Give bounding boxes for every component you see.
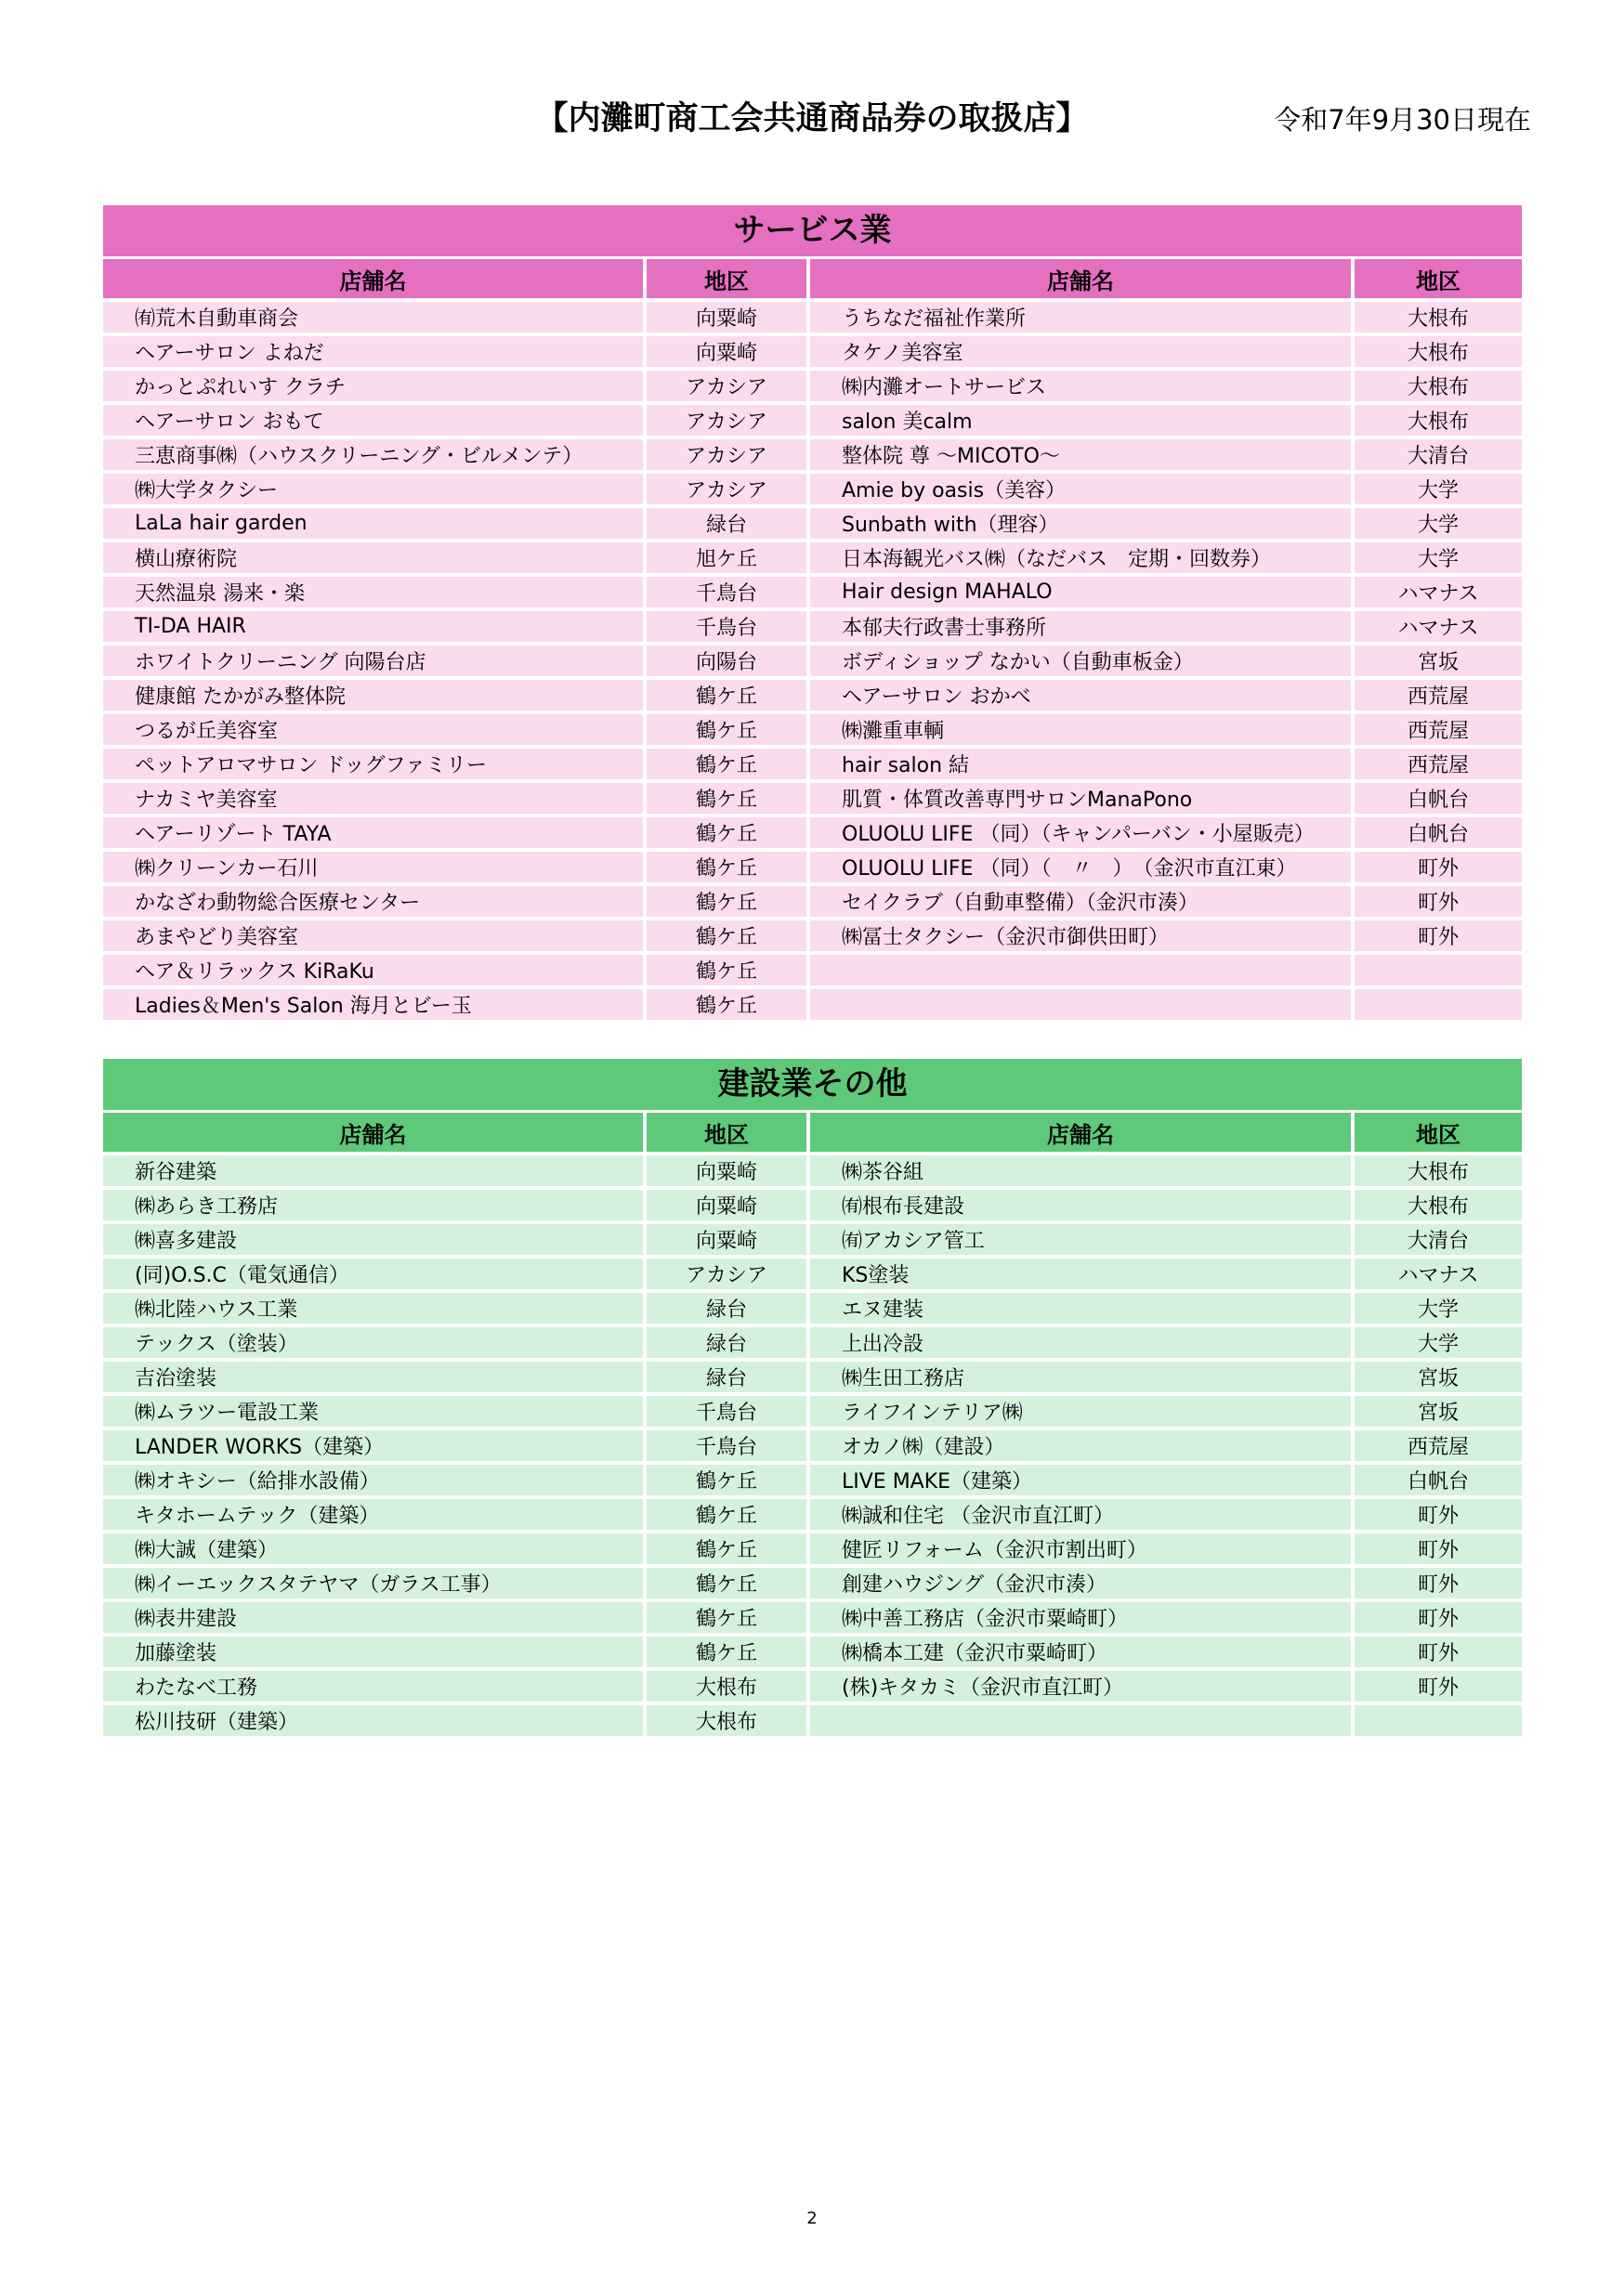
table-row [103,1190,1522,1220]
table-row [103,749,1522,779]
area-cell: 町外 [1355,1499,1522,1530]
area-cell: 町外 [1355,1602,1522,1633]
table-row [103,1327,1522,1358]
shop-name-cell: ㈱クリーンカー石川 [103,852,647,882]
table-row [103,886,1522,917]
shop-name-cell: 三恵商事㈱（ハウスクリーニング・ビルメンテ） [103,439,647,470]
area-cell: 白帆台 [1355,1465,1522,1495]
table-row [103,439,1522,470]
area-cell: 鶴ケ丘 [647,680,810,711]
shop-name-cell: Ladies＆Men's Salon 海月とビー玉 [103,989,647,1020]
shop-name-cell [810,989,1355,1020]
shop-name-cell: ㈱あらき工務店 [103,1190,647,1220]
area-cell: 鶴ケ丘 [647,817,810,848]
area-cell: 鶴ケ丘 [647,955,810,985]
shop-name-cell: ㈱茶谷組 [810,1155,1355,1186]
shop-name-cell: ㈲アカシア管工 [810,1224,1355,1255]
table-row [103,1259,1522,1289]
area-cell: 旭ケ丘 [647,542,810,573]
table-row [103,1465,1522,1495]
table-header-row [103,259,1522,298]
shop-name-cell: ヘアーサロン よねだ [103,336,647,367]
shop-name-cell: LaLa hair garden [103,508,647,539]
shop-name-cell: (同)O.S.C（電気通信） [103,1259,647,1289]
area-cell: 鶴ケ丘 [647,886,810,917]
shop-name-cell: ㈱冨士タクシー（金沢市御供田町） [810,920,1355,951]
table-row [103,852,1522,882]
construction-section [103,1059,1522,1740]
area-cell: 宮坂 [1355,646,1522,676]
area-cell: 大学 [1355,1327,1522,1358]
table-row [103,680,1522,711]
shop-name-cell: hair salon 結 [810,749,1355,779]
column-header-name: 店舗名 [810,259,1355,298]
area-cell: 向粟崎 [647,336,810,367]
area-cell: 町外 [1355,886,1522,917]
area-cell: 向粟崎 [647,1190,810,1220]
shop-name-cell: LANDER WORKS（建築） [103,1430,647,1461]
shop-name-cell: 天然温泉 湯来・楽 [103,577,647,607]
column-header-name: 店舗名 [810,1113,1355,1152]
shop-name-cell: うちなだ福祉作業所 [810,302,1355,333]
area-cell: 鶴ケ丘 [647,1533,810,1564]
area-cell: 大根布 [1355,371,1522,401]
area-cell: 西荒屋 [1355,1430,1522,1461]
table-row [103,1637,1522,1667]
shop-name-cell: 横山療術院 [103,542,647,573]
area-cell: 鶴ケ丘 [647,1465,810,1495]
table-row [103,1396,1522,1427]
shop-name-cell: KS塗装 [810,1259,1355,1289]
area-cell: 大清台 [1355,1224,1522,1255]
shop-name-cell: セイクラブ（自動車整備）（金沢市湊） [810,886,1355,917]
shop-name-cell: ㈱オキシー（給排水設備） [103,1465,647,1495]
column-header-name: 店舗名 [103,1113,647,1152]
shop-name-cell: ㈱橋本工建（金沢市粟崎町） [810,1637,1355,1667]
shop-name-cell: 日本海観光バス㈱（なだバス 定期・回数券） [810,542,1355,573]
area-cell: 大根布 [1355,405,1522,436]
shop-name-cell: ㈱灘重車輌 [810,714,1355,745]
shop-name-cell: ヘアーサロン おもて [103,405,647,436]
area-cell: 鶴ケ丘 [647,714,810,745]
shop-name-cell: (株)キタカミ（金沢市直江町） [810,1671,1355,1702]
area-cell: 大学 [1355,542,1522,573]
shop-name-cell: 本郁夫行政書士事務所 [810,611,1355,642]
table-row [103,1533,1522,1564]
table-row [103,474,1522,504]
area-cell: ハマナス [1355,577,1522,607]
shop-name-cell: 創建ハウジング（金沢市湊） [810,1568,1355,1598]
area-cell: ハマナス [1355,611,1522,642]
shop-name-cell: 加藤塗装 [103,1637,647,1667]
services-table-body [103,302,1522,1020]
shop-name-cell: 健匠リフォーム（金沢市割出町） [810,1533,1355,1564]
area-cell: アカシア [647,371,810,401]
table-row [103,989,1522,1020]
shop-name-cell: ㈱北陸ハウス工業 [103,1293,647,1324]
shop-name-cell: OLUOLU LIFE （同）（ 〃 ） （金沢市直江東） [810,852,1355,882]
shop-name-cell: ヘア＆リラックス KiRaKu [103,955,647,985]
area-cell: 大根布 [1355,1155,1522,1186]
area-cell: 町外 [1355,1637,1522,1667]
area-cell: 白帆台 [1355,783,1522,814]
shop-name-cell: Sunbath with（理容） [810,508,1355,539]
shop-name-cell: かなざわ動物総合医療センター [103,886,647,917]
table-row [103,336,1522,367]
area-cell: 大根布 [647,1705,810,1736]
area-cell: 緑台 [647,508,810,539]
shop-name-cell: 肌質・体質改善専門サロンManaPono [810,783,1355,814]
area-cell: 向粟崎 [647,1224,810,1255]
shop-name-cell: ヘアーサロン おかべ [810,680,1355,711]
area-cell: 緑台 [647,1362,810,1392]
shop-name-cell: ㈱ムラツー電設工業 [103,1396,647,1427]
shop-name-cell: ㈱表井建設 [103,1602,647,1633]
area-cell: 鶴ケ丘 [647,1568,810,1598]
area-cell: 千鳥台 [647,1396,810,1427]
page-number: 2 [806,2209,818,2228]
area-cell [1355,989,1522,1020]
shop-name-cell: ㈱喜多建設 [103,1224,647,1255]
shop-name-cell: あまやどり美容室 [103,920,647,951]
area-cell: 大学 [1355,474,1522,504]
area-cell: 町外 [1355,1671,1522,1702]
table-row [103,817,1522,848]
area-cell: 鶴ケ丘 [647,920,810,951]
area-cell: 鶴ケ丘 [647,989,810,1020]
area-cell: 西荒屋 [1355,714,1522,745]
table-row [103,302,1522,333]
shop-name-cell: テックス（塗装） [103,1327,647,1358]
table-row [103,1224,1522,1255]
shop-name-cell: 松川技研（建築） [103,1705,647,1736]
area-cell: 大学 [1355,508,1522,539]
area-cell: 緑台 [647,1327,810,1358]
services-table [103,255,1522,1024]
shop-name-cell: オカノ㈱（建設） [810,1430,1355,1461]
table-row [103,1155,1522,1186]
area-cell: 千鳥台 [647,577,810,607]
shop-name-cell: ㈱大学タクシー [103,474,647,504]
area-cell: 鶴ケ丘 [647,1499,810,1530]
area-cell: 大根布 [1355,336,1522,367]
column-header-area: 地区 [1355,259,1522,298]
area-cell: ハマナス [1355,1259,1522,1289]
area-cell: 緑台 [647,1293,810,1324]
area-cell: 千鳥台 [647,611,810,642]
area-cell: 大根布 [1355,302,1522,333]
shop-name-cell: TI-DA HAIR [103,611,647,642]
table-row [103,1430,1522,1461]
area-cell: 向粟崎 [647,1155,810,1186]
column-header-area: 地区 [647,1113,810,1152]
shop-name-cell: タケノ美容室 [810,336,1355,367]
table-row [103,508,1522,539]
table-row [103,646,1522,676]
table-header-row [103,1113,1522,1152]
area-cell: 西荒屋 [1355,680,1522,711]
area-cell: アカシア [647,1259,810,1289]
shop-name-cell: Amie by oasis（美容） [810,474,1355,504]
table-row [103,577,1522,607]
shop-name-cell: ㈱大誠（建築） [103,1533,647,1564]
shop-name-cell [810,1705,1355,1736]
area-cell: 鶴ケ丘 [647,1637,810,1667]
area-cell: 鶴ケ丘 [647,852,810,882]
construction-table [103,1109,1522,1740]
shop-name-cell: OLUOLU LIFE （同）（キャンパーバン・小屋販売） [810,817,1355,848]
column-header-name: 店舗名 [103,259,647,298]
shop-name-cell: ㈱中善工務店（金沢市粟崎町） [810,1602,1355,1633]
area-cell: アカシア [647,474,810,504]
column-header-area: 地区 [1355,1113,1522,1152]
shop-name-cell: 吉治塗装 [103,1362,647,1392]
area-cell [1355,955,1522,985]
services-section [103,205,1522,1024]
shop-name-cell [810,955,1355,985]
area-cell: 向粟崎 [647,302,810,333]
area-cell: 千鳥台 [647,1430,810,1461]
area-cell: 大根布 [1355,1190,1522,1220]
shop-name-cell: かっとぷれいす クラチ [103,371,647,401]
shop-name-cell: 整体院 尊 ～MICOTO～ [810,439,1355,470]
shop-name-cell: ボディショップ なかい（自動車板金） [810,646,1355,676]
shop-name-cell: ㈲根布長建設 [810,1190,1355,1220]
table-row [103,405,1522,436]
area-cell: 宮坂 [1355,1362,1522,1392]
area-cell: 町外 [1355,1568,1522,1598]
area-cell: 鶴ケ丘 [647,1602,810,1633]
table-row [103,920,1522,951]
area-cell: 西荒屋 [1355,749,1522,779]
table-row [103,1602,1522,1633]
table-row [103,1293,1522,1324]
area-cell: アカシア [647,405,810,436]
shop-name-cell: ヘアーリゾート TAYA [103,817,647,848]
table-row [103,371,1522,401]
shop-name-cell: ㈱イーエックスタテヤマ（ガラス工事） [103,1568,647,1598]
shop-name-cell: キタホームテック（建築） [103,1499,647,1530]
shop-name-cell: 健康館 たかがみ整体院 [103,680,647,711]
shop-name-cell: ㈱内灘オートサービス [810,371,1355,401]
table-row [103,1362,1522,1392]
shop-name-cell: ナカミヤ美容室 [103,783,647,814]
area-cell: アカシア [647,439,810,470]
area-cell: 町外 [1355,1533,1522,1564]
area-cell: 大根布 [647,1671,810,1702]
shop-name-cell: LIVE MAKE（建築） [810,1465,1355,1495]
column-header-area: 地区 [647,259,810,298]
shop-name-cell: ㈲荒木自動車商会 [103,302,647,333]
shop-name-cell: わたなべ工務 [103,1671,647,1702]
shop-name-cell: ホワイトクリーニング 向陽台店 [103,646,647,676]
shop-name-cell: エヌ建装 [810,1293,1355,1324]
shop-name-cell: salon 美calm [810,405,1355,436]
area-cell: 町外 [1355,920,1522,951]
construction-table-body [103,1155,1522,1736]
construction-title: 建設業その他 [103,1059,1522,1110]
area-cell: 宮坂 [1355,1396,1522,1427]
table-row [103,1568,1522,1598]
table-row [103,1671,1522,1702]
table-row [103,783,1522,814]
shop-name-cell: Hair design MAHALO [810,577,1355,607]
area-cell: 鶴ケ丘 [647,749,810,779]
shop-name-cell: 新谷建築 [103,1155,647,1186]
table-row [103,1705,1522,1736]
as-of-date: 令和7年9月30日現在 [1274,104,1531,136]
services-title: サービス業 [103,205,1522,256]
area-cell [1355,1705,1522,1736]
shop-name-cell: ライフインテリア㈱ [810,1396,1355,1427]
shop-name-cell: 上出冷設 [810,1327,1355,1358]
table-row [103,542,1522,573]
area-cell: 白帆台 [1355,817,1522,848]
shop-name-cell: ㈱生田工務店 [810,1362,1355,1392]
area-cell: 大清台 [1355,439,1522,470]
table-row [103,611,1522,642]
table-row [103,714,1522,745]
table-row [103,955,1522,985]
area-cell: 大学 [1355,1293,1522,1324]
area-cell: 町外 [1355,852,1522,882]
shop-name-cell: つるが丘美容室 [103,714,647,745]
shop-name-cell: ペットアロマサロン ドッグファミリー [103,749,647,779]
page-title: 【内灘町商工会共通商品券の取扱店】 [535,100,1089,137]
table-row [103,1499,1522,1530]
area-cell: 向陽台 [647,646,810,676]
shop-name-cell: ㈱誠和住宅 （金沢市直江町） [810,1499,1355,1530]
area-cell: 鶴ケ丘 [647,783,810,814]
